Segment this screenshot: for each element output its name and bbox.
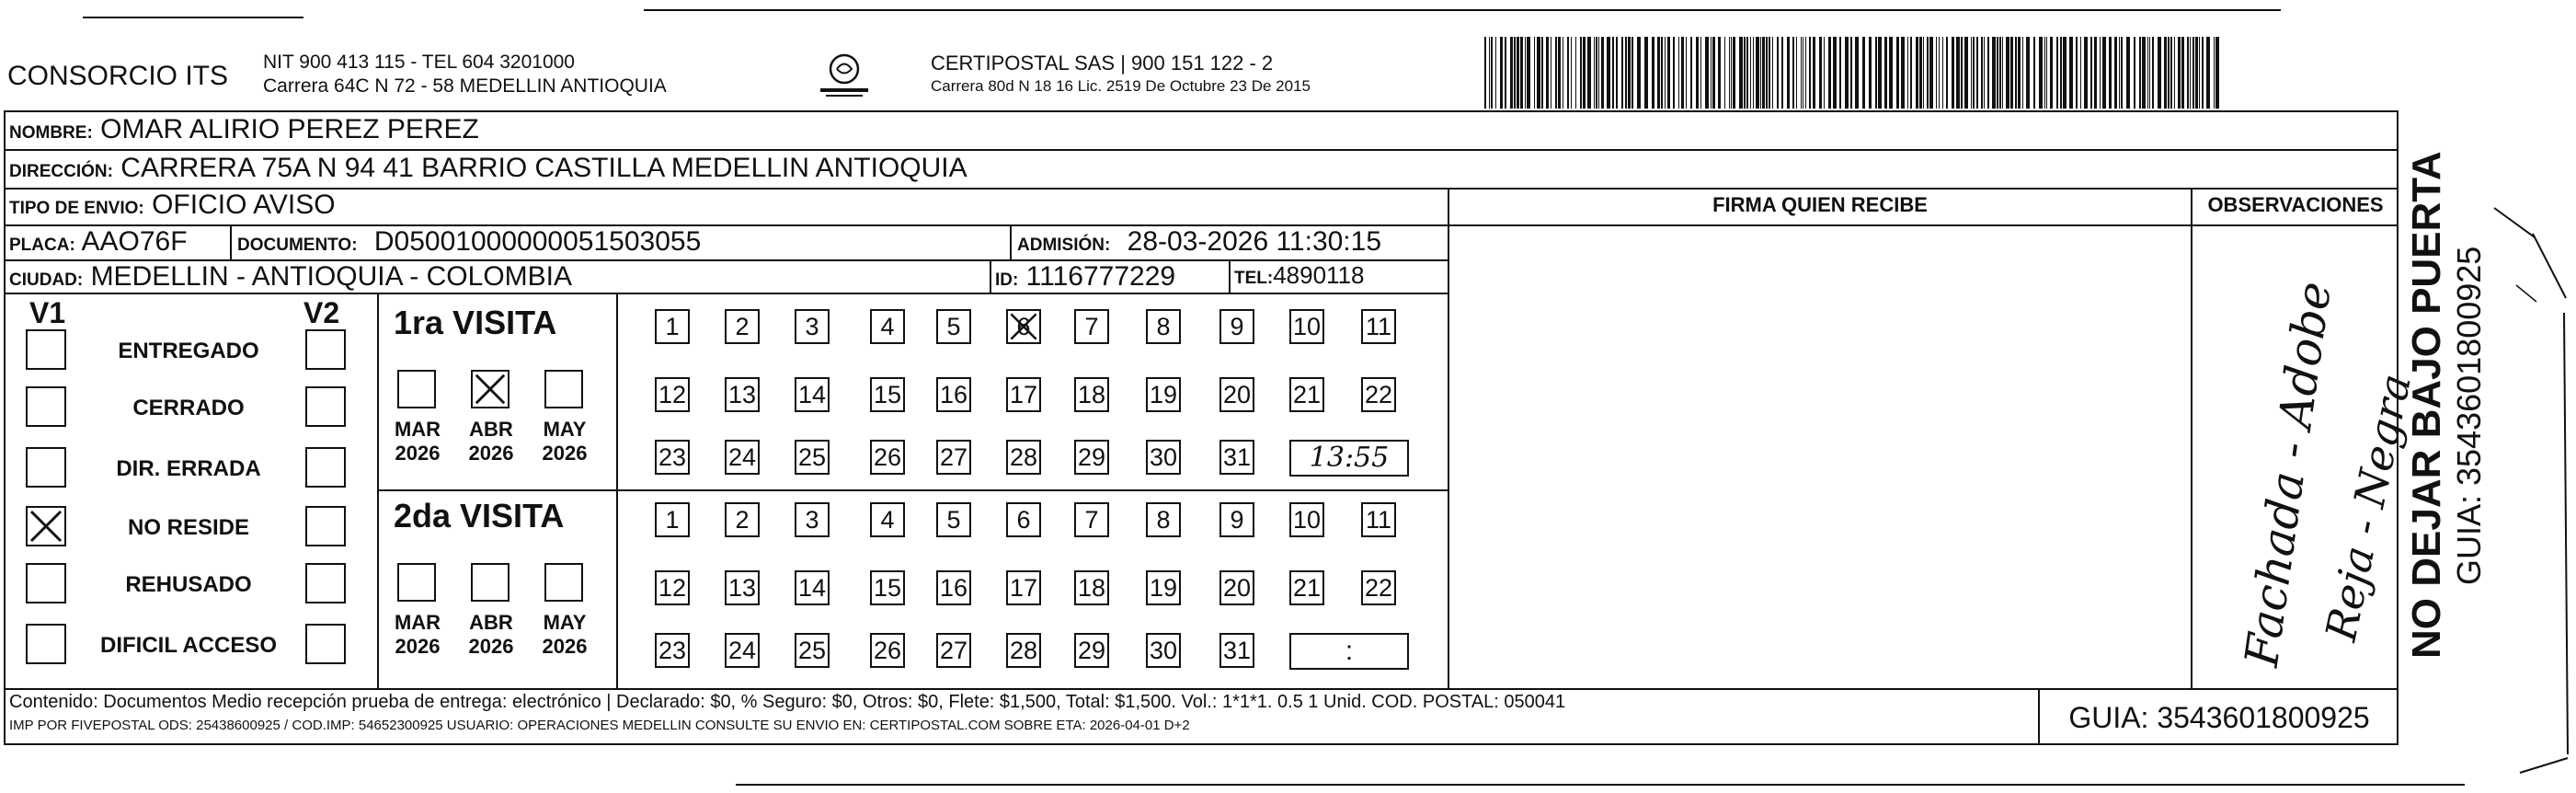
day-number: 2 [735, 506, 750, 534]
day-number: 16 [939, 381, 968, 408]
status-v1-checkbox[interactable] [26, 506, 66, 546]
day-box[interactable] [870, 440, 905, 475]
day-number: 3 [805, 313, 819, 340]
day-number: 17 [1009, 574, 1038, 602]
name-label: NOMBRE: [9, 123, 93, 143]
day-box[interactable] [936, 309, 971, 344]
admission-value: 28-03-2026 11:30:15 [1127, 226, 1382, 257]
address-label: DIRECCIÓN: [9, 162, 113, 181]
day-number: 11 [1365, 313, 1392, 340]
month-checkbox[interactable] [471, 370, 509, 408]
admission-label: ADMISIÓN: [1017, 236, 1111, 255]
plate-value: AAO76F [81, 226, 188, 257]
tel-row [1234, 261, 1365, 290]
day-number: 22 [1364, 381, 1393, 408]
day-number: 4 [880, 313, 895, 340]
status-v2-checkbox[interactable] [305, 447, 346, 488]
day-number: 29 [1077, 637, 1106, 664]
visit-title: 1ra VISITA [394, 304, 557, 341]
status-v1-checkbox[interactable] [26, 329, 66, 370]
courier-line-2: Carrera 80d N 18 16 Lic. 2519 De Octubre 23 De 2015 [931, 77, 1311, 95]
status-label: NO RESIDE [127, 515, 250, 540]
day-number: 3 [805, 506, 819, 534]
day-number: 14 [797, 574, 827, 602]
day-number: 15 [873, 574, 902, 602]
day-box[interactable] [795, 570, 830, 605]
month-label: ABR [469, 611, 513, 634]
day-number: 8 [1156, 313, 1171, 340]
day-number: 18 [1077, 381, 1106, 408]
time-box[interactable]: 13:55 [1289, 440, 1409, 477]
day-number: 1 [665, 506, 680, 534]
day-number: 1 [665, 313, 680, 340]
document-label: DOCUMENTO: [237, 236, 358, 255]
plate-label: PLACA: [9, 236, 75, 255]
day-box[interactable] [1146, 633, 1181, 668]
day-number: 17 [1009, 381, 1038, 408]
document-row [237, 226, 701, 258]
time-box[interactable]: : [1289, 633, 1409, 670]
day-number: 19 [1149, 574, 1178, 602]
year-label: 2026 [395, 442, 441, 465]
day-number: 8 [1156, 506, 1171, 534]
day-box[interactable] [870, 633, 905, 668]
month-checkbox[interactable] [544, 370, 583, 408]
id-row [995, 261, 1175, 293]
barcode [1484, 37, 2220, 109]
day-box[interactable] [1146, 309, 1181, 344]
shipment-type: OFICIO AVISO [152, 190, 336, 220]
day-box[interactable] [1074, 570, 1109, 605]
day-number: 23 [658, 443, 687, 471]
day-box[interactable] [655, 309, 690, 344]
day-box[interactable] [1006, 309, 1041, 344]
day-number: 11 [1365, 506, 1392, 534]
year-label: 2026 [468, 635, 514, 658]
day-box[interactable] [795, 309, 830, 344]
day-number: 27 [939, 637, 968, 664]
day-number: 9 [1230, 313, 1244, 340]
day-box[interactable] [655, 633, 690, 668]
year-label: 2026 [542, 442, 588, 465]
day-number: 10 [1292, 506, 1322, 534]
day-box[interactable] [1219, 570, 1254, 605]
day-box[interactable] [1074, 502, 1109, 537]
footer-contents: Contenido: Documentos Medio recepción prueba de entrega: electrónico | Declarado: $0, % Seguro: $0, Otros: $0, Flete: $1,500, Total: $1,500. Vol.: 1*1*1. 0.5 1 Unid. COD. POSTAL: 050041 [9, 692, 1566, 712]
day-number: 30 [1149, 443, 1178, 471]
status-v2-checkbox[interactable] [305, 563, 346, 603]
day-number: 13 [727, 574, 757, 602]
day-box[interactable] [1146, 570, 1181, 605]
name-row [9, 114, 479, 145]
day-number: 21 [1292, 574, 1322, 602]
admission-row [1017, 226, 1381, 258]
status-label: CERRADO [132, 396, 245, 420]
observation-facade: Fachada - Adobe [2235, 278, 2342, 671]
day-box[interactable] [1361, 377, 1396, 412]
year-label: 2026 [468, 442, 514, 465]
day-box[interactable] [1074, 377, 1109, 412]
id-value: 1116777229 [1025, 261, 1176, 292]
status-label: ENTREGADO [118, 339, 259, 363]
status-v2-checkbox[interactable] [305, 624, 346, 664]
day-box[interactable] [1219, 633, 1254, 668]
day-box[interactable] [936, 502, 971, 537]
day-box[interactable] [725, 570, 760, 605]
day-box[interactable] [795, 377, 830, 412]
v1-header: V1 [29, 296, 66, 329]
status-label: DIFICIL ACCESO [99, 633, 277, 658]
month-label: ABR [469, 418, 513, 441]
day-box[interactable] [795, 502, 830, 537]
day-number: 5 [946, 313, 961, 340]
day-number: 30 [1149, 637, 1178, 664]
day-box[interactable] [1361, 570, 1396, 605]
id-label: ID: [995, 270, 1019, 290]
day-number: 28 [1009, 443, 1038, 471]
day-box[interactable] [1006, 440, 1041, 475]
plate-row [9, 226, 188, 258]
day-box[interactable] [1219, 309, 1254, 344]
day-box[interactable] [655, 440, 690, 475]
year-label: 2026 [395, 635, 441, 658]
month-checkbox[interactable] [471, 563, 509, 602]
month-label: MAR [394, 418, 441, 441]
day-box[interactable] [1074, 633, 1109, 668]
company-name: CONSORCIO ITS [7, 61, 229, 91]
day-box[interactable] [936, 570, 971, 605]
day-number: 9 [1230, 506, 1244, 534]
day-number: 28 [1009, 637, 1038, 664]
day-box[interactable] [1289, 502, 1324, 537]
month-label: MAY [543, 418, 587, 441]
status-v2-checkbox[interactable] [305, 329, 346, 370]
day-number: 26 [873, 637, 902, 664]
day-number: 7 [1084, 506, 1099, 534]
courier-line-1: CERTIPOSTAL SAS | 900 151 122 - 2 [931, 52, 1274, 75]
day-box[interactable] [795, 440, 830, 475]
day-number: 13 [727, 381, 757, 408]
scan-line [736, 784, 2465, 786]
day-number: 15 [873, 381, 902, 408]
month-label: MAY [543, 611, 587, 634]
document-value: D05001000000051503055 [373, 226, 702, 257]
day-number: 26 [873, 443, 902, 471]
day-box[interactable] [1074, 440, 1109, 475]
day-number: 18 [1077, 574, 1106, 602]
day-number: 24 [727, 637, 757, 664]
day-number: 29 [1077, 443, 1106, 471]
month-checkbox[interactable] [397, 563, 436, 602]
signature-header: FIRMA QUIEN RECIBE [1712, 193, 1928, 216]
day-box[interactable] [1146, 502, 1181, 537]
day-number: 20 [1222, 574, 1252, 602]
day-number: 7 [1084, 313, 1099, 340]
day-number: 25 [797, 443, 827, 471]
company-line-1: NIT 900 413 115 - TEL 604 3201000 [263, 52, 575, 73]
day-box[interactable] [725, 309, 760, 344]
status-v1-checkbox[interactable] [26, 447, 66, 488]
tel-value: 4890118 [1273, 261, 1365, 289]
scan-line [83, 17, 303, 18]
day-number: 12 [658, 574, 687, 602]
day-number: 6 [1016, 313, 1031, 340]
city-row [9, 261, 572, 293]
recipient-address: CARRERA 75A N 94 41 BARRIO CASTILLA MEDELLIN ANTIOQUIA [120, 153, 967, 183]
status-label: DIR. ERRADA [116, 456, 261, 481]
month-checkbox[interactable] [544, 563, 583, 602]
scan-line [644, 9, 2281, 11]
day-number: 23 [658, 637, 687, 664]
day-number: 16 [939, 574, 968, 602]
footer-imp: IMP POR FIVEPOSTAL ODS: 25438600925 / COD.IMP: 54652300925 USUARIO: OPERACIONES MEDELLIN CONSULTE SU ENVIO EN: CERTIPOSTAL.COM SOBRE ETA: 2026-04-01 D+2 [9, 718, 1190, 733]
observation-fence: Reja - Negra [2316, 369, 2421, 646]
day-box[interactable] [1361, 502, 1396, 537]
day-number: 5 [946, 506, 961, 534]
day-box[interactable] [1006, 377, 1041, 412]
recipient-name: OMAR ALIRIO PEREZ PEREZ [100, 114, 479, 144]
day-number: 10 [1292, 313, 1322, 340]
day-box[interactable] [1289, 309, 1324, 344]
status-v1-checkbox[interactable] [26, 624, 66, 664]
scan-marks [2483, 184, 2575, 791]
day-number: 19 [1149, 381, 1178, 408]
month-label: MAR [394, 611, 441, 634]
day-box[interactable] [1006, 570, 1041, 605]
company-line-2: Carrera 64C N 72 - 58 MEDELLIN ANTIOQUIA [263, 75, 667, 97]
day-box[interactable] [1219, 377, 1254, 412]
day-number: 25 [797, 637, 827, 664]
status-v2-checkbox[interactable] [305, 386, 346, 427]
day-box[interactable] [655, 502, 690, 537]
day-box[interactable] [936, 377, 971, 412]
day-box[interactable] [1146, 440, 1181, 475]
certipostal-logo-icon [817, 50, 872, 101]
day-box[interactable] [1289, 570, 1324, 605]
day-number: 6 [1016, 506, 1031, 534]
status-v1-checkbox[interactable] [26, 563, 66, 603]
day-box[interactable] [870, 570, 905, 605]
day-number: 27 [939, 443, 968, 471]
day-box[interactable] [655, 377, 690, 412]
day-box[interactable] [795, 633, 830, 668]
day-box[interactable] [1289, 377, 1324, 412]
day-number: 22 [1364, 574, 1393, 602]
day-box[interactable] [1146, 377, 1181, 412]
year-label: 2026 [542, 635, 588, 658]
day-number: 31 [1222, 443, 1252, 471]
type-row [9, 190, 336, 221]
footer-guia: GUIA: 3543601800925 [2068, 701, 2370, 734]
day-box[interactable] [655, 570, 690, 605]
day-box[interactable] [725, 633, 760, 668]
day-box[interactable] [725, 440, 760, 475]
day-box[interactable] [1361, 309, 1396, 344]
day-box[interactable] [1219, 502, 1254, 537]
day-number: 20 [1222, 381, 1252, 408]
day-number: 4 [880, 506, 895, 534]
day-box[interactable] [1074, 309, 1109, 344]
day-number: 24 [727, 443, 757, 471]
status-v2-checkbox[interactable] [305, 506, 346, 546]
day-box[interactable] [870, 377, 905, 412]
day-box[interactable] [870, 309, 905, 344]
tel-label: TEL: [1234, 269, 1274, 288]
status-label: REHUSADO [125, 572, 252, 597]
day-number: 31 [1222, 637, 1252, 664]
address-row [9, 153, 967, 184]
observations-header: OBSERVACIONES [2207, 193, 2384, 216]
signature-area[interactable] [1451, 226, 2189, 686]
day-box[interactable] [1006, 502, 1041, 537]
day-box[interactable] [870, 502, 905, 537]
day-number: 2 [735, 313, 750, 340]
status-v1-checkbox[interactable] [26, 386, 66, 427]
day-box[interactable] [1006, 633, 1041, 668]
day-number: 14 [797, 381, 827, 408]
day-box[interactable] [936, 633, 971, 668]
v2-header: V2 [303, 296, 340, 329]
day-number: 21 [1292, 381, 1322, 408]
visit-title: 2da VISITA [394, 497, 565, 534]
month-checkbox[interactable] [397, 370, 436, 408]
city-value: MEDELLIN - ANTIOQUIA - COLOMBIA [90, 261, 572, 292]
day-box[interactable] [1219, 440, 1254, 475]
day-number: 12 [658, 381, 687, 408]
city-label: CIUDAD: [9, 270, 84, 290]
day-box[interactable] [725, 502, 760, 537]
side-guia: GUIA: 3543601800925 [2450, 246, 2488, 585]
day-box[interactable] [936, 440, 971, 475]
type-label: TIPO DE ENVIO: [9, 199, 144, 218]
day-box[interactable] [725, 377, 760, 412]
side-warning: NO DEJAR BAJO PUERTA [2404, 151, 2449, 659]
